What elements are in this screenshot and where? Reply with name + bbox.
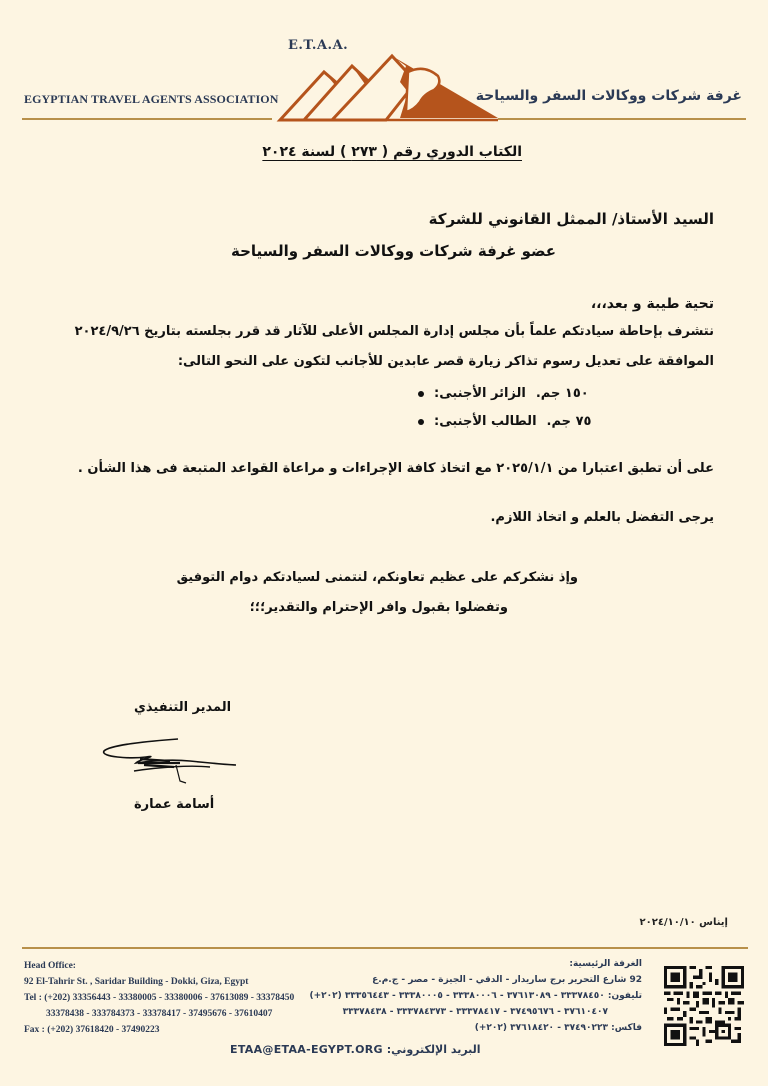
closing-line-1: وإذ نشكركم على عظيم تعاونكم، لنتمنى لسيادتكم دوام التوفيق	[176, 570, 578, 585]
bullet-icon	[418, 391, 424, 397]
footer-arabic-contact	[302, 956, 642, 1036]
footer-rule	[22, 947, 748, 949]
logo-acronym: E.T.A.A.	[288, 38, 349, 53]
head-office-address-ar: 92 شارع التحرير برج ساريدار - الدقي - الجيزة - مصر - ج.م.ع	[372, 975, 642, 985]
fee-list	[414, 380, 714, 436]
closing-line-2: وتفضلوا بقبول وافر الإحترام والتقدير؛؛؛	[249, 600, 508, 615]
telephone-line-1-ar: تليفون: ٣٣٣٧٨٤٥٠ - ٣٧٦١٣٠٨٩ - ٣٣٣٨٠٠٠٦ - ٣٣٣٨٠٠٠٥ - ٣٣٣٥٦٤٤٣ (٢٠٢+)	[309, 991, 642, 1001]
telephone-line-2: 33378438 - 333784373 - 33378417 - 37495676 - 37610407	[46, 1009, 273, 1019]
qr-code-icon[interactable]	[664, 966, 744, 1046]
email-line	[230, 1043, 481, 1056]
paragraph-request: يرجى التفضل بالعلم و اتخاذ اللازم.	[490, 510, 714, 525]
telephone-line-1: Tel : (+202) 33356443 - 33380005 - 33380006 - 37613089 - 33378450	[24, 993, 295, 1003]
head-office-heading: Head Office:	[24, 961, 76, 971]
addressee-line-1: السيد الأستاذ/ الممثل القانوني للشركة	[428, 210, 714, 228]
fee-value: ١٥٠ جم.	[535, 386, 589, 401]
org-name-english: EGYPTIAN TRAVEL AGENTS ASSOCIATION	[24, 92, 279, 106]
fee-item-foreign-visitor	[414, 380, 714, 408]
addressee-line-2: عضو غرفة شركات ووكالات السفر والسياحة	[231, 242, 556, 260]
bullet-icon	[418, 419, 424, 425]
footer-english-contact	[24, 958, 294, 1038]
telephone-line-2-ar: ٣٧٦١٠٤٠٧ - ٣٧٤٩٥٦٧٦ - ٣٣٣٧٨٤١٧ - ٣٣٣٧٨٤٣٧٣ - ٣٣٣٧٨٤٣٨	[342, 1007, 608, 1017]
paragraph-approval: الموافقة على تعديل رسوم تذاكر زيارة قصر عابدين للأجانب لتكون على النحو التالى:	[177, 354, 714, 369]
fee-value: ٧٥ جم.	[546, 414, 592, 429]
date-stamp: إيناس ٢٠٢٤/١٠/١٠	[639, 917, 728, 928]
paragraph-effective-date: على أن تطبق اعتبارا من ٢٠٢٥/١/١ مع اتخاذ كافة الإجراءات و مراعاة القواعد المتبعة فى هذا الشأن .	[77, 461, 714, 476]
header-rule-right	[498, 118, 746, 120]
fee-label: الزائر الأجنبى:	[434, 386, 526, 401]
org-name-arabic: غرفة شركات ووكالات السفر والسياحة	[475, 88, 742, 104]
signatory-title: المدير التنفيذي	[134, 700, 232, 715]
fax-numbers: Fax : (+202) 37618420 - 37490223	[24, 1025, 160, 1035]
handwritten-signature-icon	[100, 737, 240, 787]
header-rule-left	[22, 118, 272, 120]
greeting: تحية طيبة و بعد،،،	[590, 296, 714, 312]
fax-numbers-ar: فاكس: ٣٧٤٩٠٢٢٣ - ٣٧٦١٨٤٢٠ (٢٠٢+)	[474, 1023, 642, 1033]
paragraph-decision: نتشرف بإحاطة سيادتكم علماً بأن مجلس إدارة المجلس الأعلى للآثار قد قرر بجلسته بتاريخ ٢٠٢٤/٩/٢٦	[74, 324, 714, 339]
email-link[interactable]: ETAA@ETAA-EGYPT.ORG	[230, 1043, 383, 1056]
fee-item-foreign-student	[414, 408, 714, 436]
signatory-name: أسامة عمارة	[134, 797, 215, 812]
pyramids-logo-icon	[276, 52, 500, 122]
head-office-heading-ar: الغرفة الرئيسية:	[569, 959, 642, 969]
circular-title: الكتاب الدوري رقم ( ٢٧٣ ) لسنة ٢٠٢٤	[262, 144, 522, 160]
email-label: البريد الإلكتروني:	[386, 1043, 481, 1056]
head-office-address: 92 El-Tahrir St. , Saridar Building - Dokki, Giza, Egypt	[24, 977, 249, 987]
fee-label: الطالب الأجنبى:	[434, 414, 537, 429]
